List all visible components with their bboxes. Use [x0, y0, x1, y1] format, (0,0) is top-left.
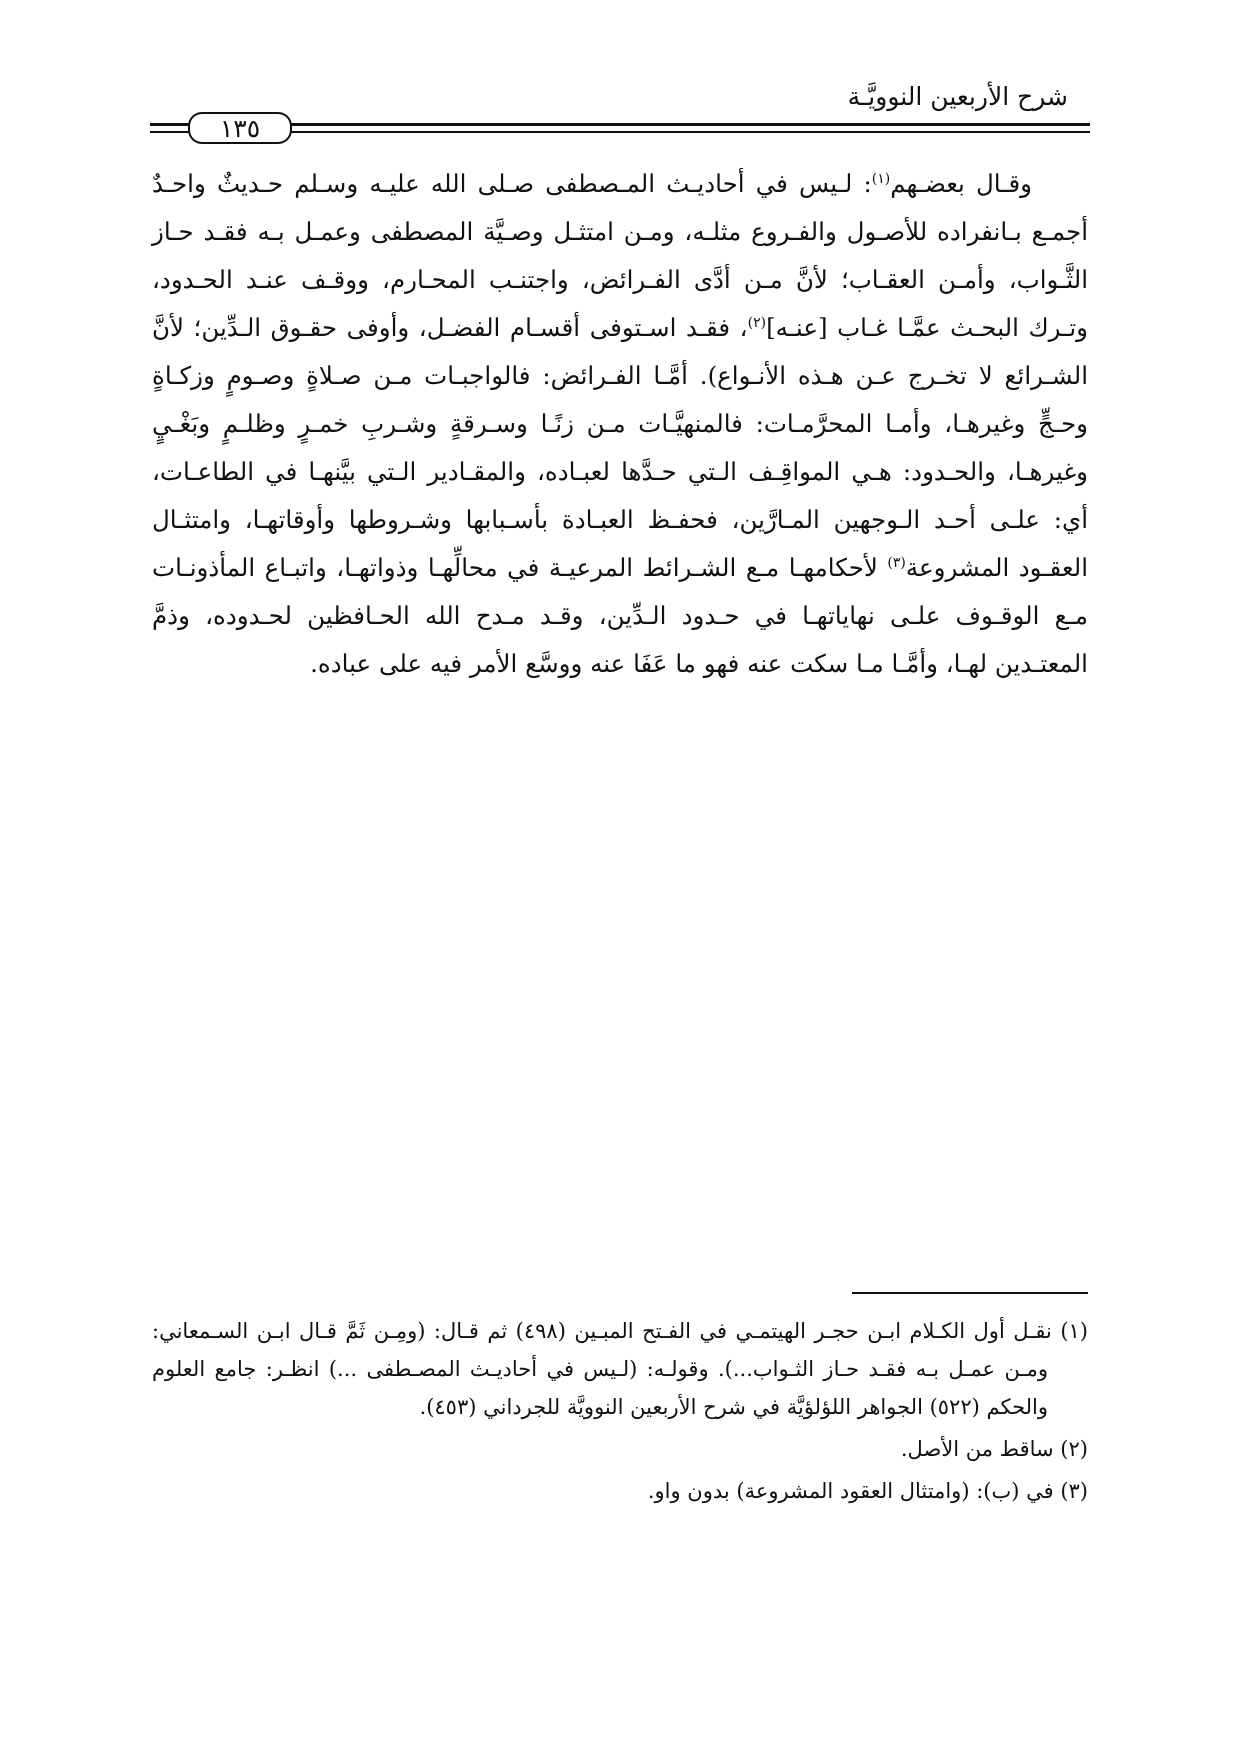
text-segment: ، فقـد اسـتوفى أقسـام الفضـل، وأوفى حقـوق الـدِّين؛ لأنَّ الشـرائع لا تخـرج عـن هـذه الأنـواع). أمَّـا الفـرائض: فالواجبـات مـن صـلاةٍ وصـومٍ وزكـاةٍ وحـجٍّ وغيرهـا، وأمـا المحرَّمـات: فالمنهيَّـات مـن زنًـا وسـرقةٍ وشـربِ خمـرٍ وظلـمٍ وبَغْـيٍ وغيرهـا، والحـدود: هـي المواقِـف الـتي حـدَّها لعبـاده، والمقـادير الـتي بيَّنهـا في الطاعـات، أي: علـى أحـد الـوجهين المـارَّين، فحفـظ العبـادة بأسـبابها وشـروطها وأوقاتهـا، وامتثـال العقـود المشروعة	[152, 313, 1088, 582]
footnote-3: (٣) في (ب): (وامتثال العقود المشروعة) بدون واو.	[647, 1479, 1088, 1503]
text-segment: لأحكامهـا مـع الشـرائط المرعيـة في محالِّهـا وذواتهـا، واتبـاع المأذونـات مـع الوقـوف علـى نهاياتهـا في حـدود الـدِّين، وقـد مـدح الله الحـافظين لحـدوده، وذمَّ المعتـدين لهـا، وأمَّـا مـا سكت عنه فهو ما عَفَا عنه ووسَّع الأمر فيه على عباده.	[152, 553, 1088, 678]
footnote-1: (١) نقـل أول الكـلام ابـن حجـر الهيتمـي في الفـتح المبـين (٤٩٨) ثم قـال: (ومِـن ثَمَّ قـال ابـن السـمعاني: ومـن عمـل بـه فقـد حـاز الثـواب...). وقولـه: (لـيس في أحاديـث المصـطفى ...) انظـر: جامع العلوم والحكم (٥٢٢) الجواهر اللؤلؤيَّة في شرح الأربعين النوويَّة للجرداني (٤٥٣).	[152, 1319, 1088, 1419]
footnote-ref-1[interactable]: (١)	[871, 170, 891, 187]
text-segment: وقـال بعضـهم	[890, 169, 1032, 198]
footnote-2: (٢) ساقط من الأصل.	[900, 1437, 1088, 1461]
running-title: شرح الأربعين النوويَّـة	[847, 82, 1068, 111]
footnote-separator	[852, 1292, 1088, 1294]
footnote-ref-3[interactable]: (٣)	[887, 554, 906, 571]
text-segment: : لـيس في أحاديـث المـصطفى صـلى الله عليـه وسـلم حـديثٌ واحـدٌ أجمـع بـانفراده للأصـول والفـروع مثلـه، ومـن امتثـل وصـيَّة المصطفى وعمـل بـه فقـد حـاز الثَّـواب، وأمـن العقـاب؛ لأنَّ مـن أدَّى الفـرائض، واجتنـب المحـارم، ووقـف عنـد الحـدود، وتـرك البحـث عمَّـا غـاب [عنـه]	[152, 169, 1088, 342]
footnotes	[152, 1312, 1088, 1514]
main-text	[152, 160, 1088, 688]
page-number: ١٣٥	[188, 112, 292, 144]
paragraph	[152, 160, 1088, 688]
footnote-ref-2[interactable]: (٢)	[747, 314, 767, 331]
